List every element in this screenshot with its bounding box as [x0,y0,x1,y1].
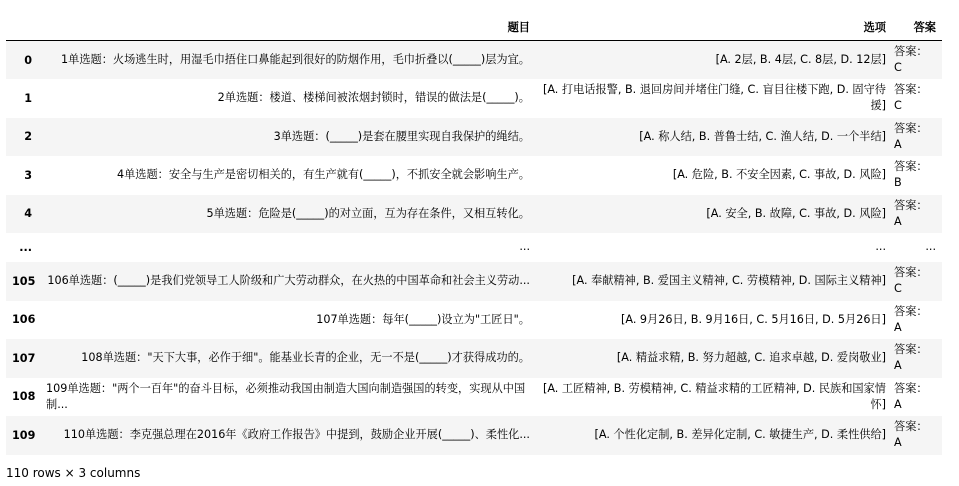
question-cell: 4单选题：安全与生产是密切相关的，有生产就有(_____)，不抓安全就会影响生产。 [116,168,530,182]
question-cell: 110单选题：李克强总理在2016年《政府工作报告》中提到，鼓励企业开展(_____)、柔性化... [63,428,530,442]
table-row [6,79,942,118]
row-index: ... [19,241,32,254]
options-cell: [A. 称人结, B. 普鲁士结, C. 渔人结, D. 一个半结] [639,129,886,143]
options-cell: [A. 打电话报警, B. 退回房间并堵住门缝, C. 盲目往楼下跑, D. 固守待援] [542,83,886,113]
column-header-question: 题目 [40,14,536,41]
index-header [6,14,40,41]
answer-cell: 答案：A [894,381,928,411]
table-row [6,262,942,301]
answer-cell: 答案：A [894,121,928,151]
answer-cell: 答案：C [894,83,928,113]
options-cell: [A. 个性化定制, B. 差异化定制, C. 敏捷生产, D. 柔性供给] [594,428,886,442]
table-row [6,41,942,80]
question-cell: 3单选题：(_____)是套在腰里实现自我保护的绳结。 [273,129,530,143]
answer-cell: 答案：C [894,266,928,296]
table-row [6,378,942,417]
table-row [6,301,942,340]
row-index: 108 [12,390,36,404]
options-cell: [A. 工匠精神, B. 劳模精神, C. 精益求精的工匠精神, D. 民族和国家情怀] [542,381,886,411]
answer-cell: 答案：A [894,304,928,334]
row-index: 109 [12,428,36,442]
table-row [6,339,942,378]
row-index: 105 [12,274,36,288]
question-cell: 106单选题：(_____)是我们党领导工人阶级和广大劳动群众，在火热的中国革命和社会主义劳动... [47,274,530,288]
question-cell: 1单选题：火场逃生时，用湿毛巾捂住口鼻能起到很好的防烟作用，毛巾折叠以(_____)层为宜。 [61,52,530,66]
options-cell: [A. 危险, B. 不安全因素, C. 事故, D. 风险] [672,168,886,182]
answer-cell: 答案：A [894,343,928,373]
table-row [6,118,942,157]
row-index: 106 [12,313,36,327]
answer-cell: 答案：B [894,160,928,190]
table-row [6,156,942,195]
row-index: 107 [12,351,36,365]
table-row [6,195,942,234]
row-index: 1 [24,91,32,105]
dataframe-shape-footer: 110 rows × 3 columns [6,466,141,480]
options-cell: [A. 9月26日, B. 9月16日, C. 5月16日, D. 5月26日] [621,312,886,326]
column-header-answer: 答案 [892,14,942,41]
answer-cell: 答案：C [894,44,928,74]
answer-cell: 答案：A [894,198,928,228]
options-cell: [A. 安全, B. 故障, C. 事故, D. 风险] [706,206,886,220]
row-index: 0 [24,53,32,67]
answer-cell: ... [925,240,936,254]
options-cell: [A. 精益求精, B. 努力超越, C. 追求卓越, D. 爱岗敬业] [616,351,886,365]
question-cell: ... [519,240,530,254]
question-cell: 108单选题："天下大事，必作于细"。能基业长青的企业，无一不是(_____)才获得成功的。 [81,351,530,365]
row-index: 4 [24,207,32,221]
question-cell: 5单选题：危险是(_____)的对立面，互为存在条件，又相互转化。 [206,206,530,220]
table-row [6,416,942,455]
answer-cell: 答案：A [894,420,928,450]
dataframe-table [6,14,942,455]
row-index: 2 [24,130,32,144]
question-cell: 107单选题：每年(_____)设立为"工匠日"。 [316,312,530,326]
options-cell: ... [875,240,886,254]
question-cell: 109单选题："两个一百年"的奋斗目标，必须推动我国由制造大国向制造强国的转变，实现从中国制... [46,381,526,411]
ellipsis-row [6,233,942,262]
options-cell: [A. 2层, B. 4层, C. 8层, D. 12层] [715,52,886,66]
question-cell: 2单选题：楼道、楼梯间被浓烟封锁时，错误的做法是(_____)。 [217,91,530,105]
options-cell: [A. 奉献精神, B. 爱国主义精神, C. 劳模精神, D. 国际主义精神] [572,274,886,288]
row-index: 3 [24,168,32,182]
header-row [6,14,942,41]
column-header-options: 选项 [536,14,892,41]
